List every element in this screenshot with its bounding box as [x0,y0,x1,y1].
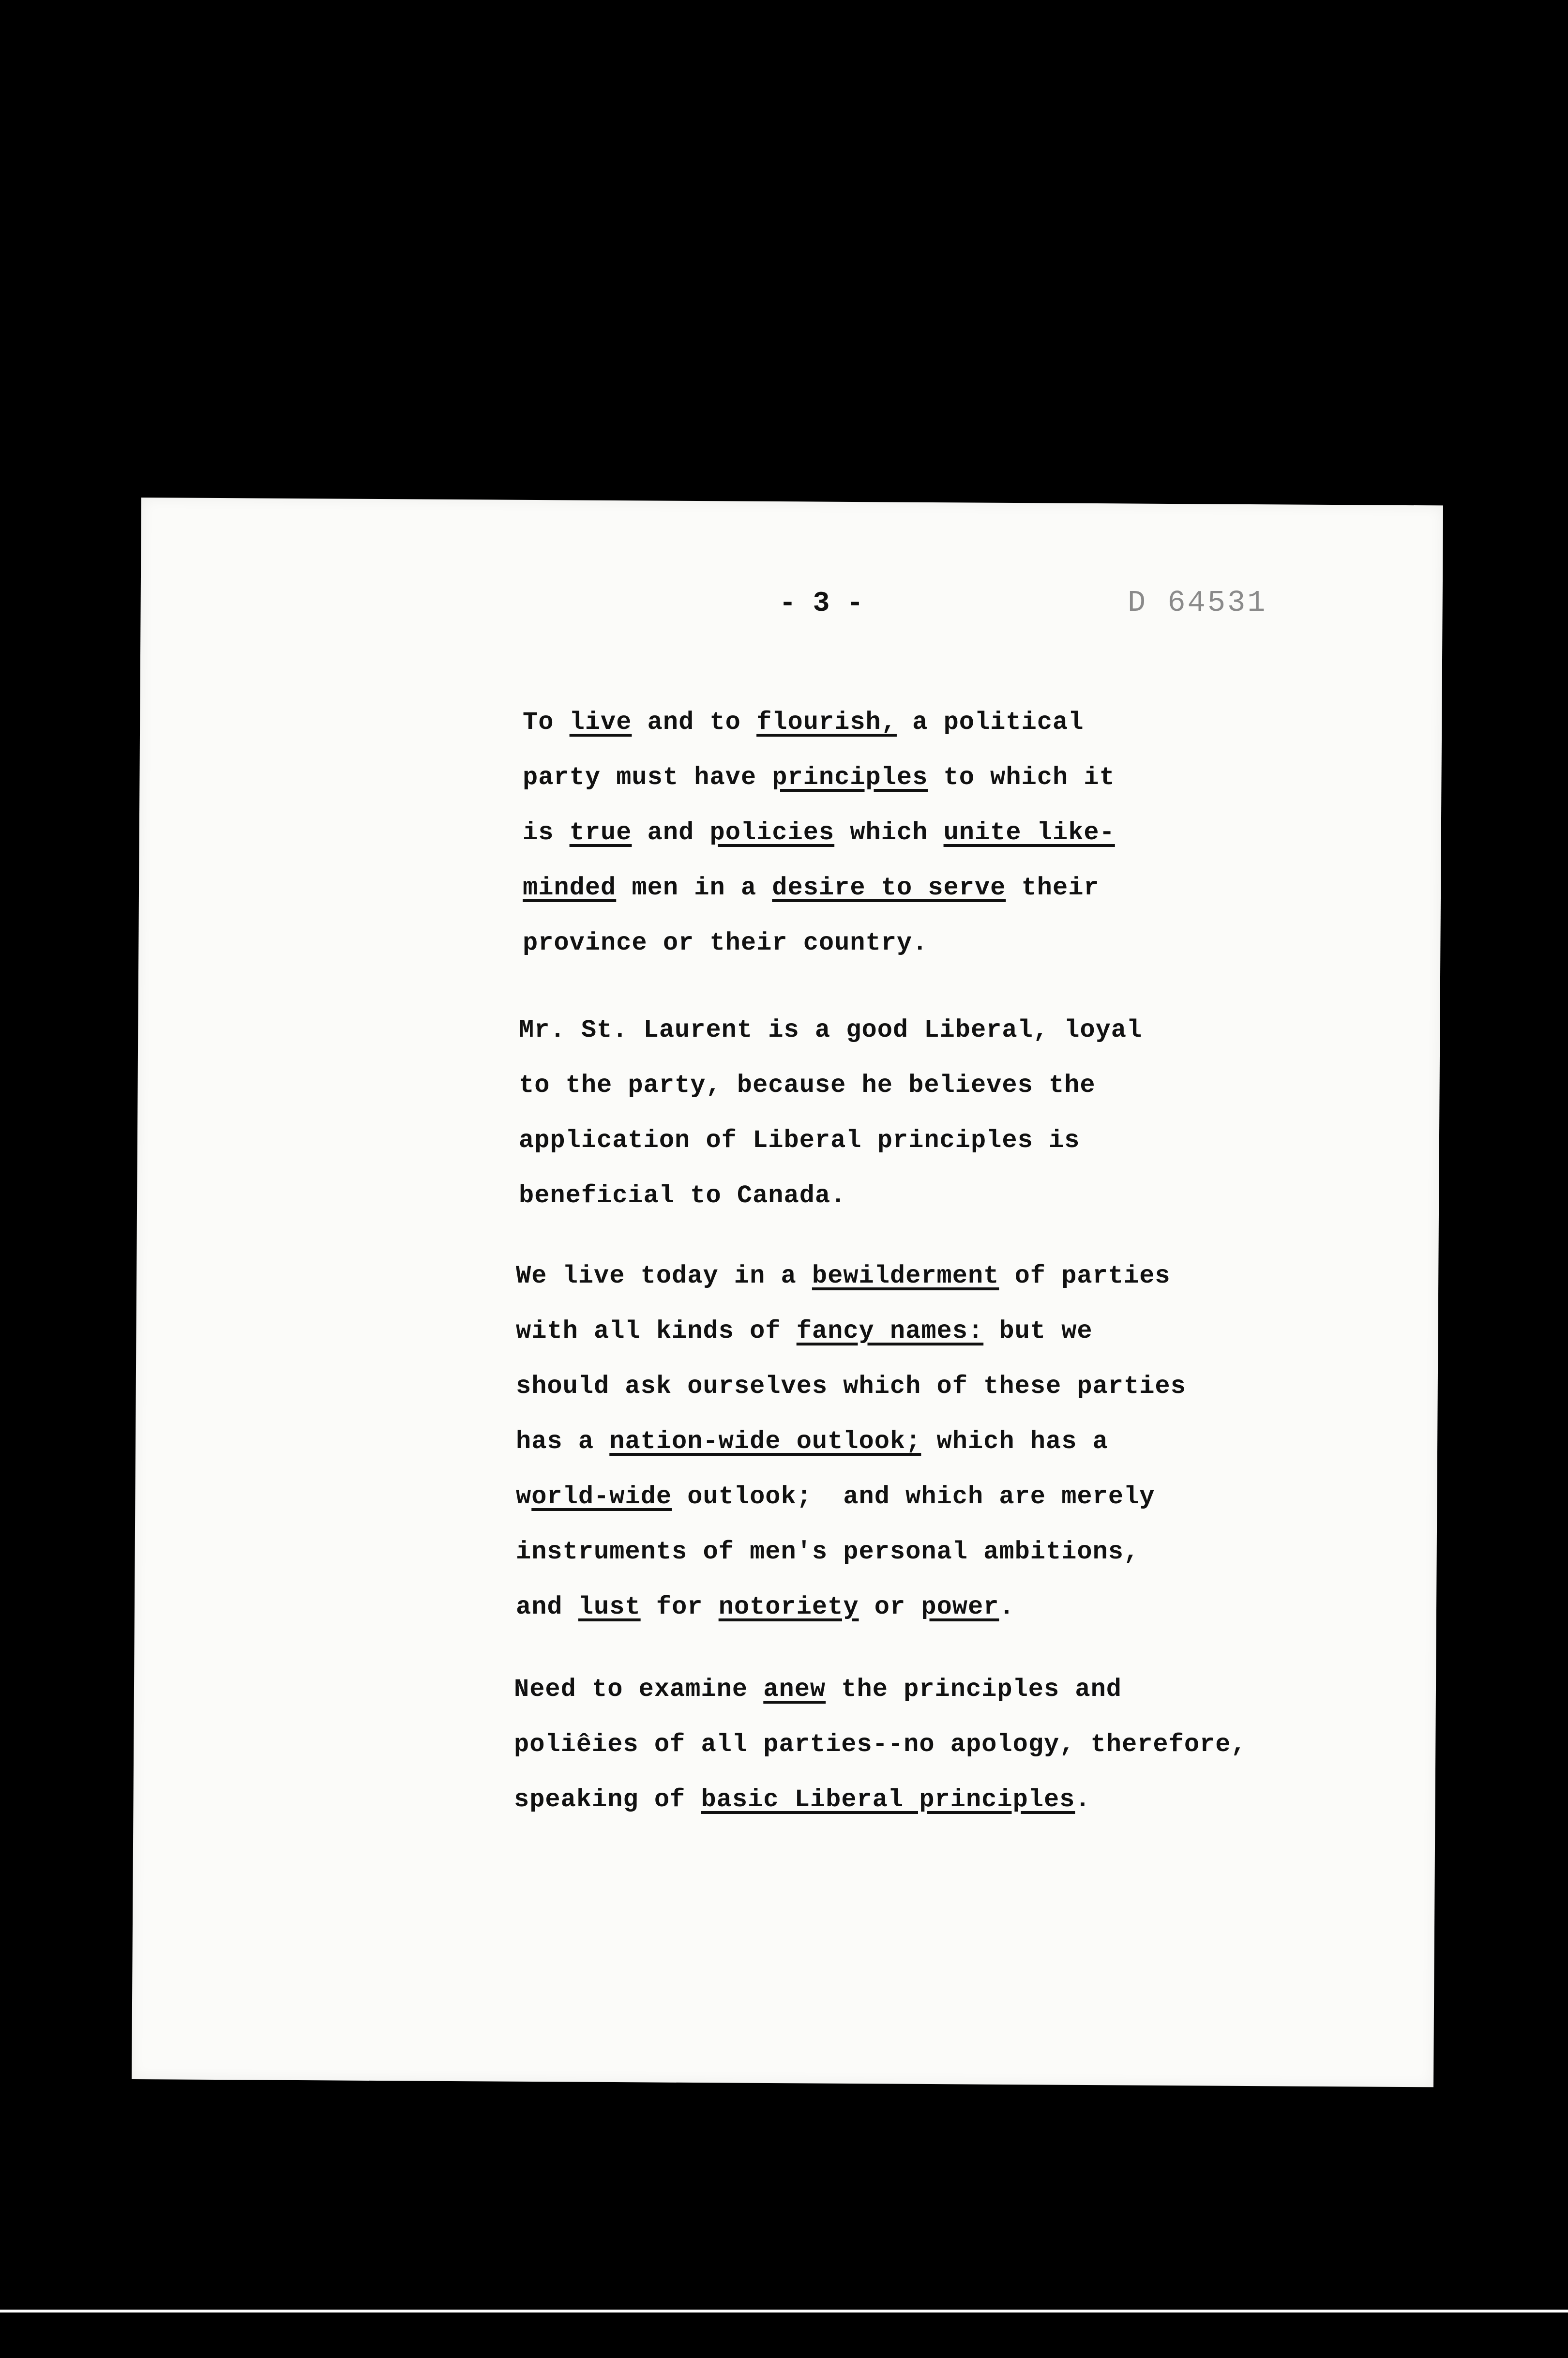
text-segment: to the party, because he believes the [519,1071,1096,1100]
text-segment: beneficial to Canada. [519,1181,846,1210]
document-id-stamp: D 64531 [1128,586,1267,620]
text-line [514,1772,1247,1828]
text-segment: but we [983,1317,1093,1345]
text-segment: with all kinds of [516,1317,797,1345]
scan-edge-line [0,2310,1568,2313]
text-line [523,695,1115,750]
text-line [516,1580,1186,1635]
page-number: - 3 - [779,588,864,620]
underlined-text: policies [709,818,835,847]
text-line [516,1469,1186,1525]
text-line [514,1662,1247,1717]
text-segment: Need to examine [514,1675,764,1704]
text-line [519,1168,1142,1224]
text-segment: of parties [999,1262,1171,1290]
paragraph-1 [523,695,1115,971]
text-line [516,1304,1186,1359]
text-segment: and [516,1593,578,1621]
text-segment: which [834,818,944,847]
text-line [516,1525,1186,1580]
text-segment: w [516,1482,532,1511]
underlined-text: true [569,818,632,847]
underlined-text: notoriety [718,1593,859,1621]
text-segment: or [859,1593,921,1621]
text-line [519,1003,1142,1058]
text-segment: which has a [921,1427,1108,1456]
paragraph-2 [519,1003,1142,1224]
underlined-text: desire to serve [772,874,1006,902]
text-line [519,1058,1142,1113]
text-segment: outlook; and which are merely [672,1482,1155,1511]
underlined-text: power [921,1593,999,1621]
text-segment: . [999,1593,1015,1621]
paragraph-4 [514,1662,1247,1828]
text-line [516,1414,1186,1469]
text-segment: instruments of men's personal ambitions, [516,1538,1140,1566]
text-segment: their [1006,874,1100,902]
text-line [523,805,1115,861]
text-segment: men in a [616,874,772,902]
underlined-text: lust [578,1593,641,1621]
text-segment: and to [632,708,757,737]
underlined-text: nation-wide outlook; [609,1427,921,1456]
text-line [519,1113,1142,1168]
underlined-text: orld-wide [531,1482,672,1511]
text-segment: to which it [928,763,1115,792]
text-segment: speaking of [514,1785,701,1814]
text-segment: To [523,708,570,737]
underlined-text: unite like- [943,818,1115,847]
text-segment: the principles and [826,1675,1122,1704]
text-segment: province or their country. [523,929,928,957]
text-line [523,750,1115,805]
underlined-text: principles [772,763,928,792]
text-segment: and [632,818,710,847]
text-segment: Mr. St. Laurent is a good Liberal, loyal [519,1016,1143,1044]
text-segment: should ask ourselves which of these parties [516,1372,1186,1401]
underlined-text: bewilderment [812,1262,999,1290]
paragraph-3 [516,1249,1186,1635]
underlined-text: minded [523,874,617,902]
text-line [514,1717,1247,1772]
underlined-text: live [569,708,632,737]
underlined-text: fancy names: [796,1317,984,1345]
text-segment: poliêies of all parties--no apology, therefore, [514,1730,1247,1759]
underlined-text: anew [763,1675,826,1704]
text-segment: application of Liberal principles is [519,1126,1080,1155]
underlined-text: flourish, [756,708,897,737]
text-segment: for [640,1593,719,1621]
text-line [516,1359,1186,1414]
text-segment: has a [516,1427,610,1456]
text-line [516,1249,1186,1304]
text-segment: . [1075,1785,1091,1814]
text-segment: is [523,818,570,847]
underlined-text: basic Liberal principles [701,1785,1075,1814]
text-segment: party must have [523,763,772,792]
text-line [523,916,1115,971]
text-line [523,861,1115,916]
text-segment: a political [896,708,1084,737]
text-segment: We live today in a [516,1262,812,1290]
